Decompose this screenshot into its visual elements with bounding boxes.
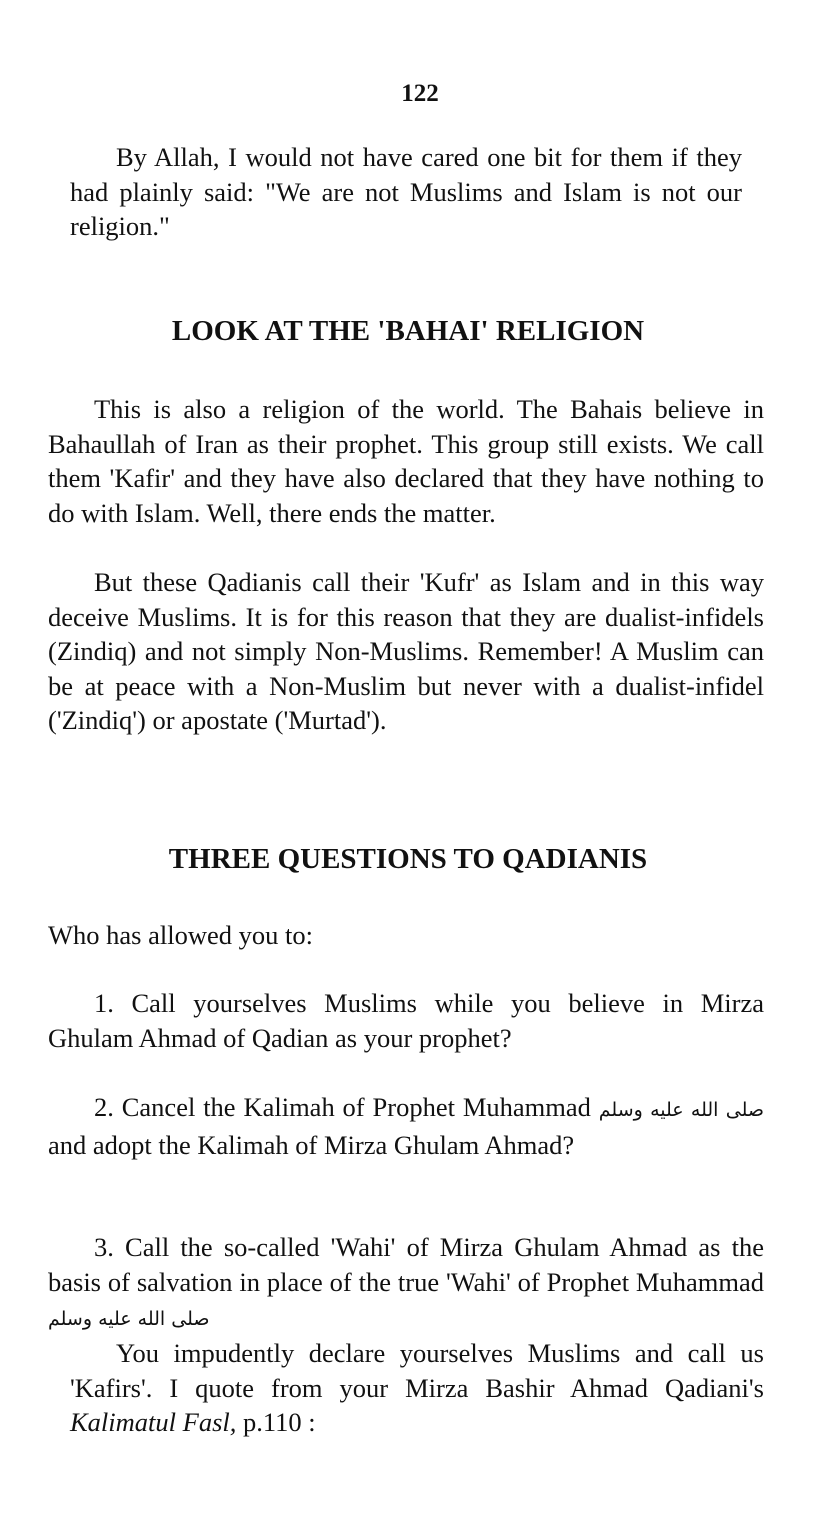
arabic-salutation: صلى الله عليه وسلم: [48, 1308, 210, 1330]
paragraph-kalimatul-fasl-text: You impudently declare yourselves Muslims and call us 'Kafirs'. I quote from your Mirza Bashir Ahmad Qadiani's: [70, 1338, 764, 1403]
question-2-text-start: 2. Cancel the Kalimah of Prophet Muhammad: [94, 1092, 591, 1122]
heading-bahai-religion: LOOK AT THE 'BAHAI' RELIGION: [171, 315, 645, 347]
question-1: 1. Call yourselves Muslims while you believe in Mirza Ghulam Ahmad of Qadian as your prophet?: [48, 988, 764, 1053]
heading-three-questions: THREE QUESTIONS TO QADIANIS: [168, 843, 648, 875]
page-reference: p.110 :: [243, 1407, 316, 1437]
page-number: 122: [401, 80, 439, 107]
question-2: [48, 1090, 764, 1162]
question-3-text: 3. Call the so-called 'Wahi' of Mirza Ghulam Ahmad as the basis of salvation in place of the true 'Wahi' of Prophet Muhammad: [48, 1232, 764, 1297]
question-3: [48, 1230, 764, 1337]
paragraph-bahai: This is also a religion of the world. The Bahais believe in Bahaullah of Iran as their prophet. This group still exists. We call them 'Kafir' and they have also declared that they have nothing to do with Islam. Well, there ends the matter.: [48, 394, 764, 528]
paragraph-allah-quote: By Allah, I would not have cared one bit for them if they had plainly said: "We are not Muslims and Islam is not our religion.": [70, 142, 742, 241]
paragraph-qadianis-kufr: But these Qadianis call their 'Kufr' as Islam and in this way deceive Muslims. It is for this reason that they are dualist-infidels (Zindiq) and not simply Non-Muslims. Remember! A Muslim can be at peace with a Non-Muslim but never with a dualist-infidel ('Zindiq') or apostate ('Murtad').: [48, 567, 764, 735]
arabic-salutation: صلى الله عليه وسلم: [598, 1099, 765, 1121]
question-2-text-end: and adopt the Kalimah of Mirza Ghulam Ahmad?: [48, 1129, 575, 1160]
paragraph-kalimatul-fasl: [70, 1336, 764, 1440]
book-title: Kalimatul Fasl,: [70, 1407, 237, 1437]
paragraph-who-allowed: Who has allowed you to:: [48, 920, 313, 950]
